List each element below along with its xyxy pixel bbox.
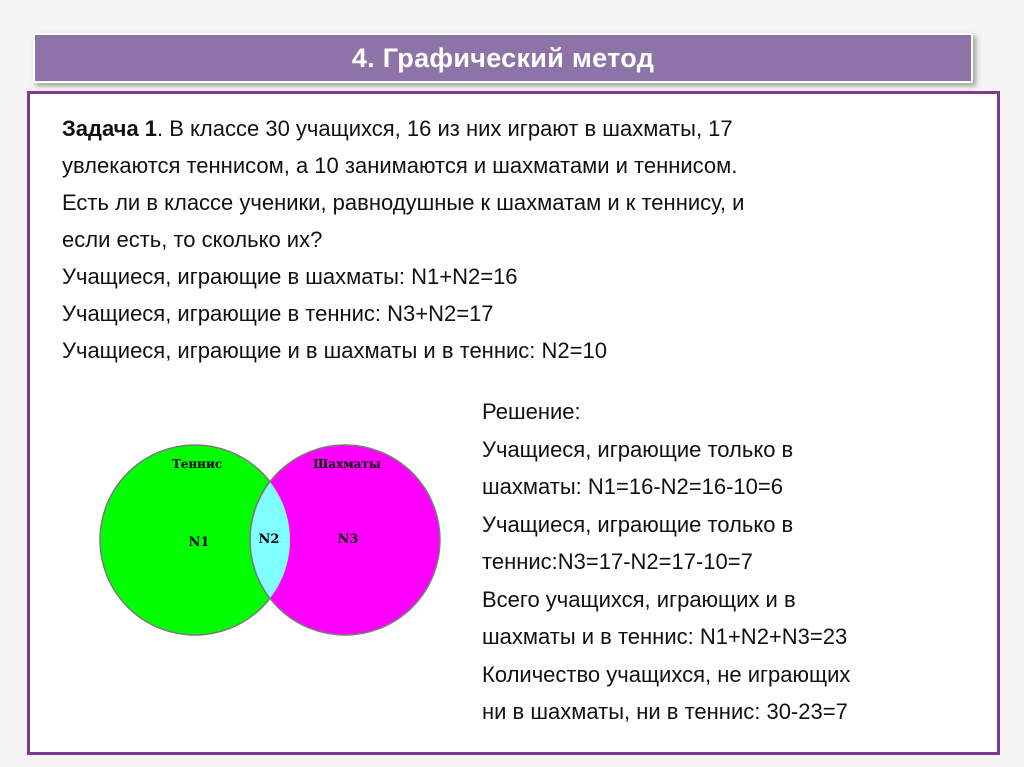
both-equation: Учащиеся, играющие и в шахматы и в теннис: N2=10 <box>62 338 607 363</box>
solution-block <box>482 393 982 731</box>
problem-label: Задача 1 <box>62 116 158 141</box>
n3-label: N3 <box>337 532 359 547</box>
slide-title: 4. Графический метод <box>351 42 655 73</box>
solution-line: теннис:N3=17-N2=17-10=7 <box>482 549 753 574</box>
solution-line: Учащиеся, играющие только в <box>482 436 794 462</box>
tennis-equation: Учащиеся, играющие в теннис: N3+N2=17 <box>62 301 494 326</box>
solution-line: ни в шахматы, ни в теннис: 30-23=7 <box>482 699 848 724</box>
solution-heading: Решение: <box>482 399 581 424</box>
solution-line: шахматы: N1=16-N2=16-10=6 <box>482 474 783 499</box>
chess-label: Шахматы <box>313 457 381 471</box>
problem-line-1 <box>62 110 982 147</box>
n1-label: N1 <box>188 535 210 550</box>
venn-diagram <box>95 433 445 648</box>
solution-line: Всего учащихся, играющих и в <box>482 586 796 612</box>
problem-line-4: если есть, то сколько их? <box>62 227 323 252</box>
solution-line: Учащиеся, играющие только в <box>482 511 794 537</box>
solution-line: Количество учащихся, не играющих <box>482 661 851 687</box>
problem-line-2: увлекаются теннисом, а 10 занимаются и шахматами и теннисом. <box>62 153 738 178</box>
chess-equation: Учащиеся, играющие в шахматы: N1+N2=16 <box>62 264 518 289</box>
problem-line-3: Есть ли в классе ученики, равнодушные к шахматам и к теннису, и <box>62 190 745 215</box>
problem-line-1-text: . В классе 30 учащихся, 16 из них играют в шахматы, 17 <box>157 116 733 141</box>
problem-statement <box>62 110 982 369</box>
solution-line: шахматы и в теннис: N1+N2+N3=23 <box>482 624 848 649</box>
tennis-label: Теннис <box>171 457 223 471</box>
title-bar <box>33 33 973 83</box>
n2-label: N2 <box>258 532 280 547</box>
